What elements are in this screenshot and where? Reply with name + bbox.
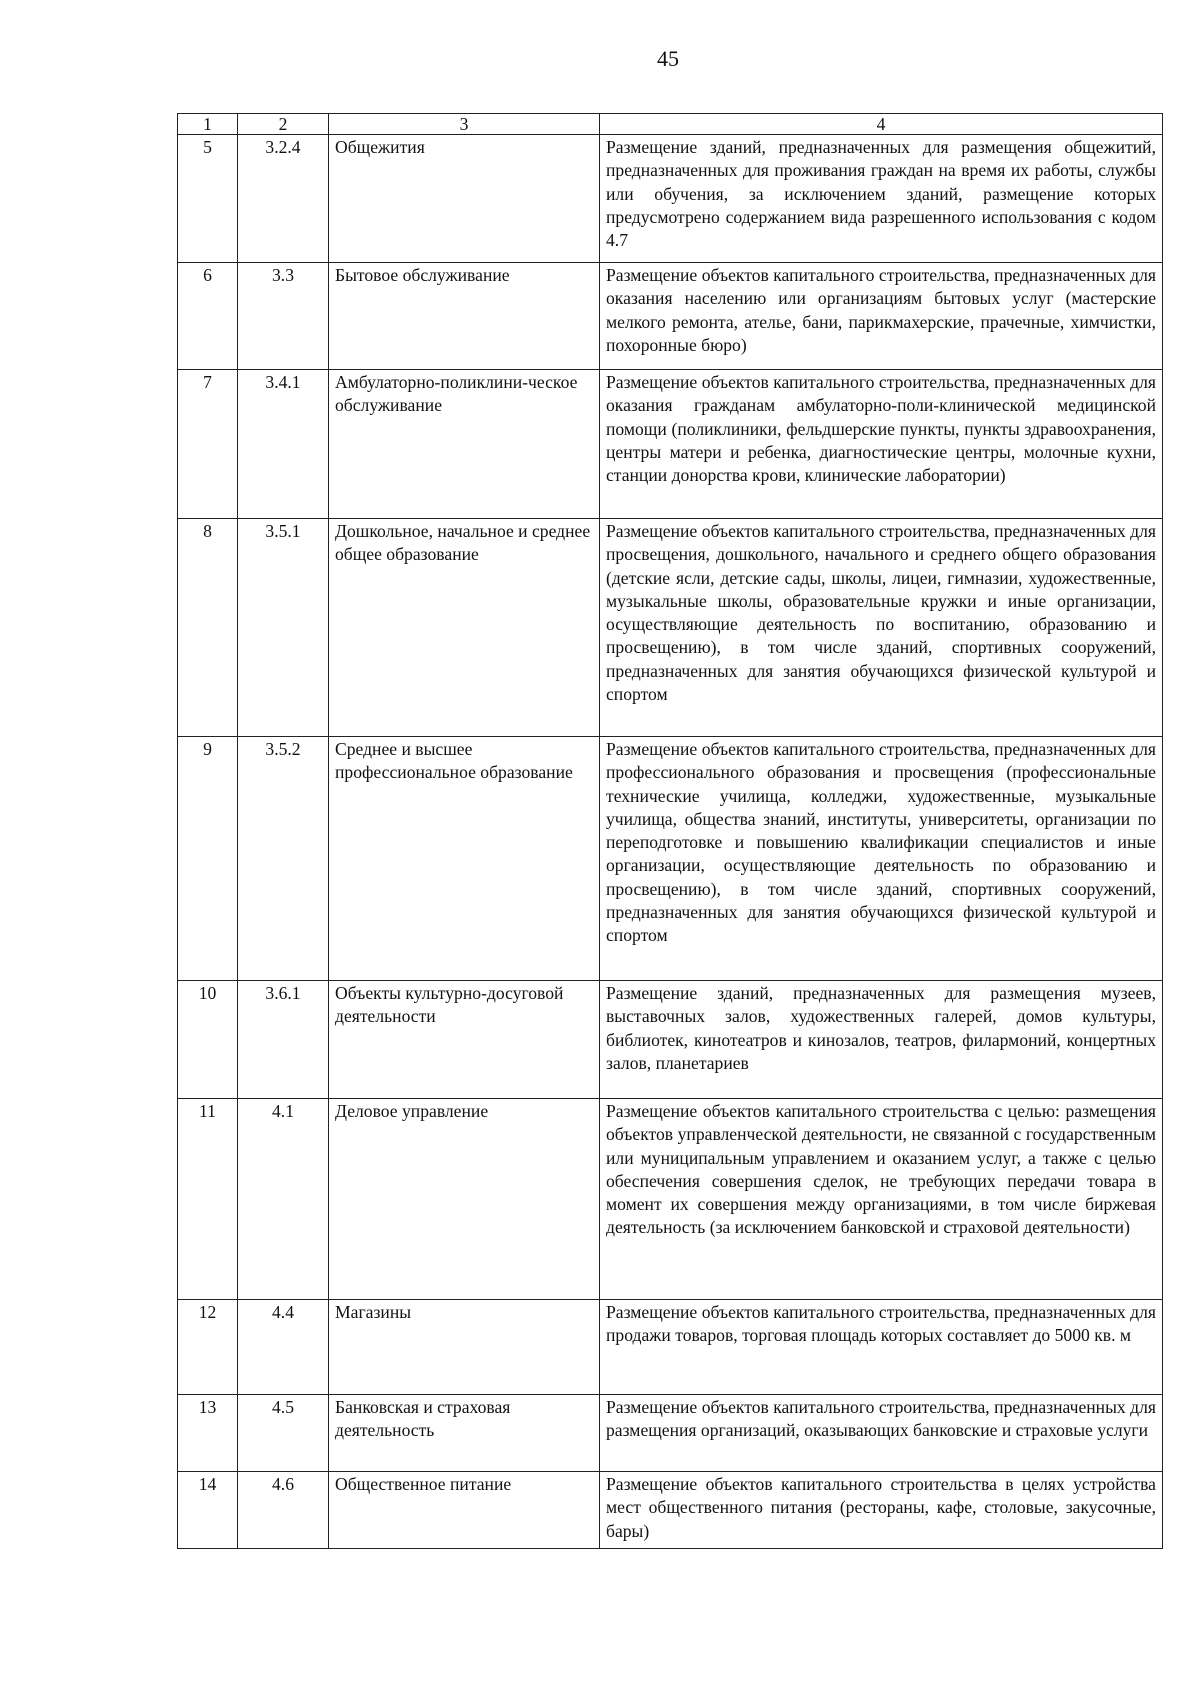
land-use-table <box>177 113 1163 1549</box>
use-name: Амбулаторно-поликлини-ческое обслуживание <box>329 370 600 519</box>
row-number: 14 <box>178 1472 238 1549</box>
use-description: Размещение объектов капитального строительства, предназначенных для просвещения, дошкольного, начального и среднего общего образования (детские ясли, детские сады, школы, лицеи, гимназии, художественные, музыкальные школы, образовательные кружки и иные организации, осуществляющие деятельность по воспитанию, образованию и просвещению), в том числе зданий, спортивных сооружений, предназначенных для занятия обучающихся физической культурой и спортом <box>600 519 1163 737</box>
table-row <box>178 135 1163 263</box>
table-row <box>178 519 1163 737</box>
use-description: Размещение объектов капитального строительства, предназначенных для продажи товаров, торговая площадь которых составляет до 5000 кв. м <box>600 1300 1163 1395</box>
page-number: 45 <box>657 46 679 71</box>
table-row <box>178 981 1163 1099</box>
header-row <box>178 114 1163 135</box>
use-description: Размещение зданий, предназначенных для размещения общежитий, предназначенных для проживания граждан на время их работы, службы или обучения, за исключением зданий, размещение которых предусмотрено содержанием вида разрешенного использования с кодом 4.7 <box>600 135 1163 263</box>
col-header-1: 1 <box>178 114 238 135</box>
col-header-2: 2 <box>238 114 329 135</box>
table-row <box>178 737 1163 981</box>
use-description: Размещение объектов капитального строительства, предназначенных для оказания гражданам амбулаторно-поли-клинической медицинской помощи (поликлиники, фельдшерские пункты, пункты здравоохранения, центры матери и ребенка, диагностические центры, молочные кухни, станции донорства крови, клинические лаборатории) <box>600 370 1163 519</box>
use-code: 4.4 <box>238 1300 329 1395</box>
row-number: 12 <box>178 1300 238 1395</box>
use-name: Общественное питание <box>329 1472 600 1549</box>
use-description: Размещение объектов капитального строительства с целью: размещения объектов управленческой деятельности, не связанной с государственным или муниципальным управлением и оказанием услуг, а также с целью обеспечения совершения сделок, не требующих передачи товара в момент их совершения между организациями, в том числе биржевая деятельность (за исключением банковской и страховой деятельности) <box>600 1099 1163 1300</box>
use-code: 4.5 <box>238 1395 329 1472</box>
use-name: Среднее и высшее профессиональное образование <box>329 737 600 981</box>
table-row <box>178 1099 1163 1300</box>
row-number: 10 <box>178 981 238 1099</box>
use-code: 4.1 <box>238 1099 329 1300</box>
table-row <box>178 1472 1163 1549</box>
row-number: 6 <box>178 263 238 370</box>
table-row <box>178 1395 1163 1472</box>
row-number: 7 <box>178 370 238 519</box>
use-description: Размещение зданий, предназначенных для размещения музеев, выставочных залов, художественных галерей, домов культуры, библиотек, кинотеатров и кинозалов, театров, филармоний, концертных залов, планетариев <box>600 981 1163 1099</box>
use-code: 3.3 <box>238 263 329 370</box>
use-name: Общежития <box>329 135 600 263</box>
use-description: Размещение объектов капитального строительства в целях устройства мест общественного питания (рестораны, кафе, столовые, закусочные, бары) <box>600 1472 1163 1549</box>
use-name: Магазины <box>329 1300 600 1395</box>
table-row <box>178 263 1163 370</box>
use-code: 3.6.1 <box>238 981 329 1099</box>
use-name: Банковская и страховая деятельность <box>329 1395 600 1472</box>
col-header-4: 4 <box>600 114 1163 135</box>
row-number: 8 <box>178 519 238 737</box>
table-row <box>178 370 1163 519</box>
row-number: 13 <box>178 1395 238 1472</box>
use-description: Размещение объектов капитального строительства, предназначенных для размещения организаций, оказывающих банковские и страховые услуги <box>600 1395 1163 1472</box>
use-code: 3.5.1 <box>238 519 329 737</box>
use-name: Объекты культурно-досуговой деятельности <box>329 981 600 1099</box>
use-name: Бытовое обслуживание <box>329 263 600 370</box>
row-number: 5 <box>178 135 238 263</box>
use-description: Размещение объектов капитального строительства, предназначенных для профессионального образования и просвещения (профессиональные технические училища, колледжи, художественные, музыкальные училища, общества знаний, институты, университеты, организации по переподготовке и повышению квалификации специалистов и иные организации, осуществляющие деятельность по образованию и просвещению), в том числе зданий, спортивных сооружений, предназначенных для занятия обучающихся физической культурой и спортом <box>600 737 1163 981</box>
row-number: 11 <box>178 1099 238 1300</box>
use-name: Дошкольное, начальное и среднее общее образование <box>329 519 600 737</box>
table-row <box>178 1300 1163 1395</box>
row-number: 9 <box>178 737 238 981</box>
use-description: Размещение объектов капитального строительства, предназначенных для оказания населению или организациям бытовых услуг (мастерские мелкого ремонта, ателье, бани, парикмахерские, прачечные, химчистки, похоронные бюро) <box>600 263 1163 370</box>
use-code: 3.2.4 <box>238 135 329 263</box>
use-code: 4.6 <box>238 1472 329 1549</box>
use-name: Деловое управление <box>329 1099 600 1300</box>
use-code: 3.5.2 <box>238 737 329 981</box>
col-header-3: 3 <box>329 114 600 135</box>
use-code: 3.4.1 <box>238 370 329 519</box>
